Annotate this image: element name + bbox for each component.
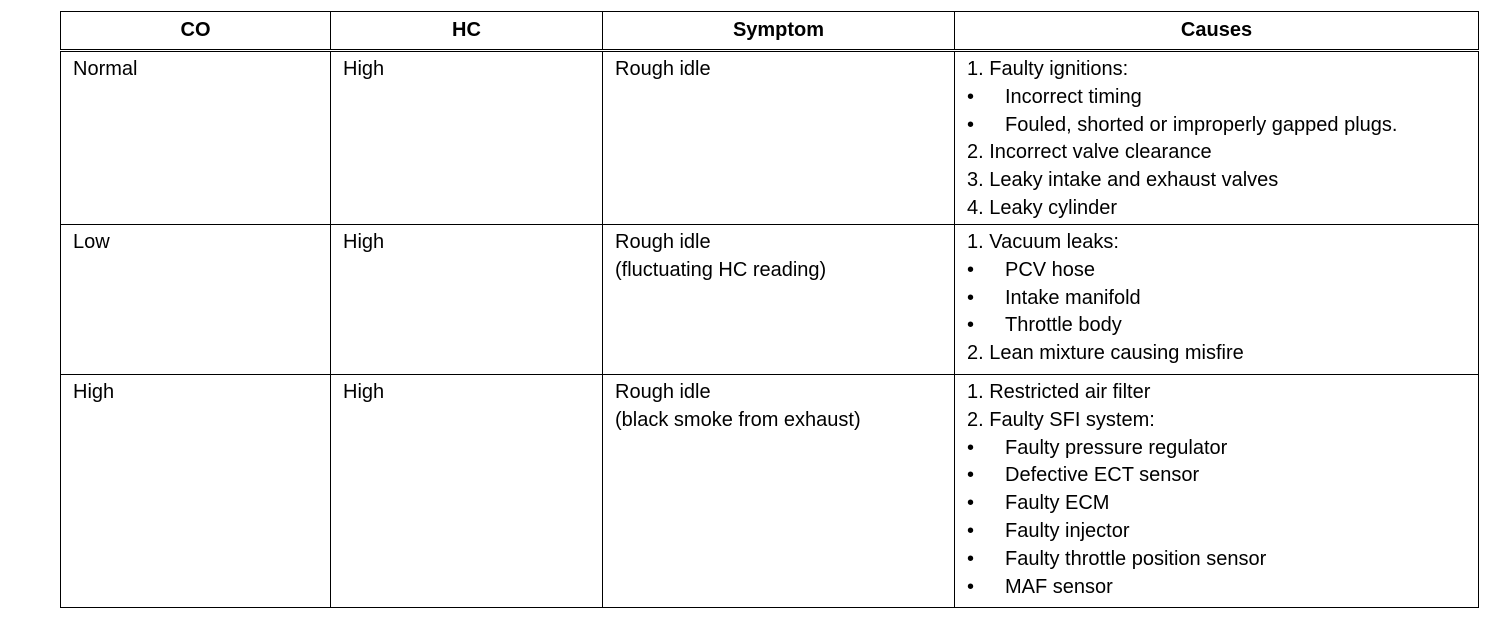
header-causes: Causes [955, 12, 1479, 51]
symptom-line: Rough idle [615, 231, 711, 253]
bullet-icon: • [967, 575, 975, 598]
bullet-icon: • [967, 492, 975, 515]
cause-item: 2. Incorrect valve clearance [967, 141, 1212, 164]
bullet-icon: • [967, 258, 975, 281]
cause-bullet-item [967, 462, 1466, 490]
cause-bullet-text: Fouled, shorted or improperly gapped plugs. [1005, 113, 1398, 136]
cause-item: 1. Vacuum leaks: [967, 231, 1119, 253]
cell-co: Low [61, 225, 331, 375]
cell-co: Normal [61, 51, 331, 225]
cause-bullet-item [967, 112, 1466, 140]
table-body [61, 51, 1479, 608]
cause-item: 2. Lean mixture causing misfire [967, 342, 1244, 365]
bullet-icon: • [967, 314, 975, 337]
cause-bullet-text: MAF sensor [1005, 575, 1113, 598]
cause-bullet-item [967, 546, 1466, 574]
cell-hc: High [331, 225, 603, 375]
cell-co: High [61, 375, 331, 608]
bullet-icon: • [967, 464, 975, 487]
symptom-line: Rough idle [615, 381, 711, 403]
cell-causes [955, 375, 1479, 608]
table-header [61, 12, 1479, 51]
cause-bullet-text: Faulty injector [1005, 519, 1130, 542]
cause-item: 2. Faulty SFI system: [967, 408, 1155, 431]
cause-item: 1. Faulty ignitions: [967, 58, 1129, 80]
bullet-icon: • [967, 519, 975, 542]
cause-bullet-item [967, 84, 1466, 112]
cell-symptom [603, 51, 955, 225]
cause-bullet-item [967, 574, 1466, 602]
bullet-icon: • [967, 85, 975, 108]
cause-bullet-item [967, 490, 1466, 518]
cause-bullet-item [967, 435, 1466, 463]
bullet-icon: • [967, 436, 975, 459]
diagnosis-table [60, 11, 1479, 608]
cause-bullet-text: Defective ECT sensor [1005, 464, 1200, 487]
cause-bullet-item [967, 285, 1466, 313]
cause-bullet-item [967, 518, 1466, 546]
cell-causes [955, 225, 1479, 375]
cell-causes [955, 51, 1479, 225]
cause-bullet-item [967, 312, 1466, 340]
table-row [61, 225, 1479, 375]
cause-item: 1. Restricted air filter [967, 381, 1151, 403]
cause-bullet-text: Faulty ECM [1005, 492, 1110, 515]
table-row [61, 51, 1479, 225]
cell-hc: High [331, 51, 603, 225]
header-hc: HC [331, 12, 603, 51]
cause-bullet-text: Incorrect timing [1005, 85, 1142, 108]
symptom-line: Rough idle [615, 58, 711, 80]
bullet-icon: • [967, 286, 975, 309]
cause-bullet-text: PCV hose [1005, 258, 1096, 281]
cause-bullet-text: Faulty pressure regulator [1005, 436, 1228, 459]
symptom-line: (fluctuating HC reading) [615, 258, 827, 281]
cause-bullet-text: Faulty throttle position sensor [1005, 547, 1267, 570]
header-co: CO [61, 12, 331, 51]
cause-item: 4. Leaky cylinder [967, 196, 1118, 219]
bullet-icon: • [967, 547, 975, 570]
header-row [61, 12, 1479, 51]
table-row [61, 375, 1479, 608]
cause-bullet-text: Intake manifold [1005, 286, 1141, 309]
cell-hc: High [331, 375, 603, 608]
cell-symptom [603, 225, 955, 375]
bullet-icon: • [967, 113, 975, 136]
cause-item: 3. Leaky intake and exhaust valves [967, 169, 1279, 192]
header-symptom: Symptom [603, 12, 955, 51]
cause-bullet-item [967, 257, 1466, 285]
symptom-line: (black smoke from exhaust) [615, 408, 861, 431]
cell-symptom [603, 375, 955, 608]
cause-bullet-text: Throttle body [1005, 314, 1122, 337]
